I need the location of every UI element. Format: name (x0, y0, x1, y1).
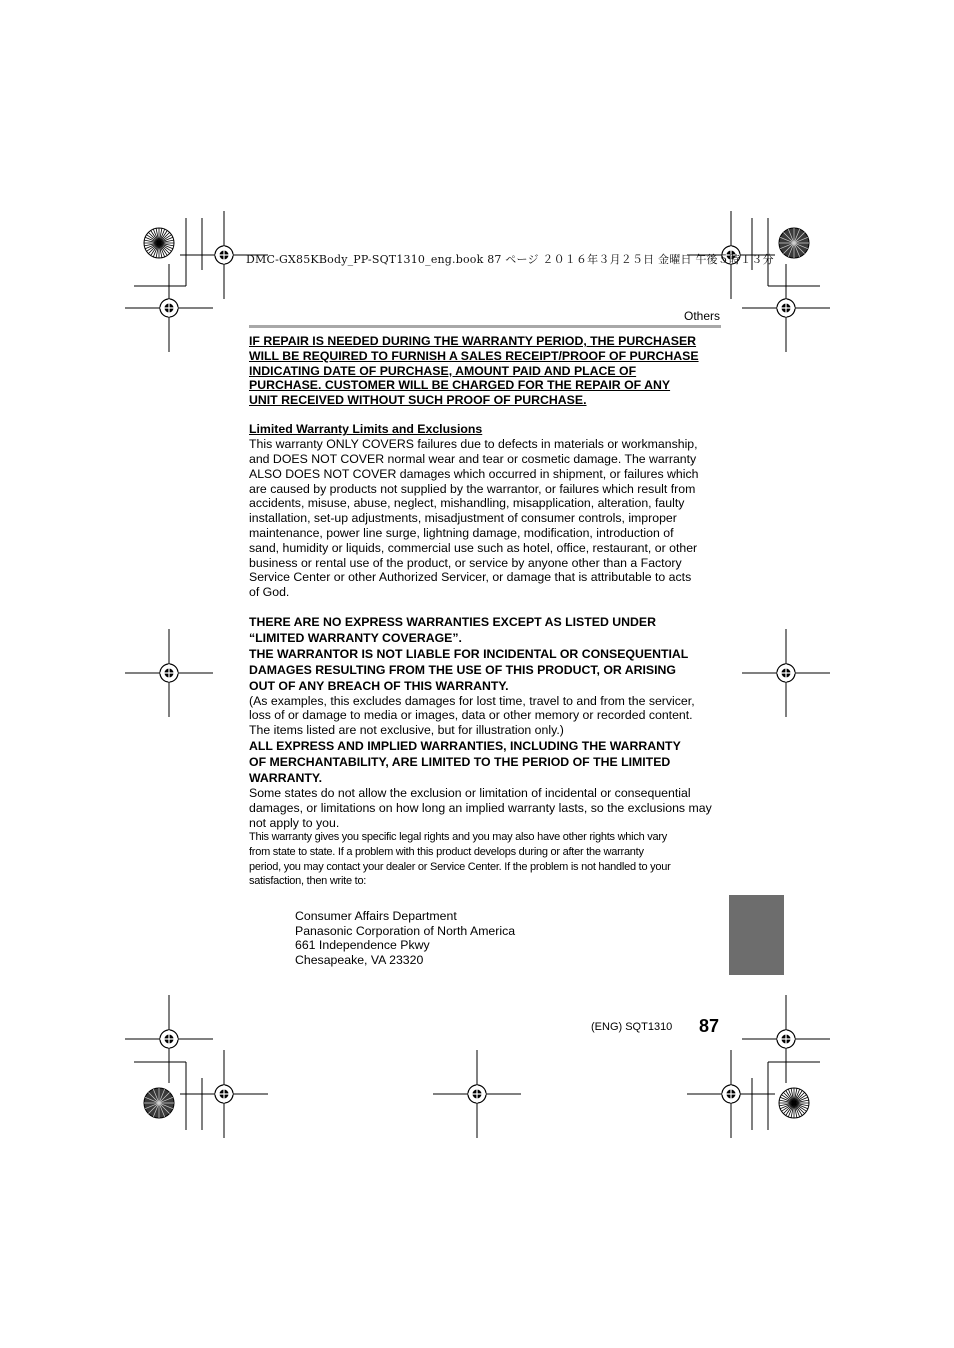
examples-paragraph (249, 694, 721, 738)
warning-line: WILL BE REQUIRED TO FURNISH A SALES RECEIPT/PROOF OF PURCHASE (249, 348, 699, 363)
rights-line: This warranty gives you specific legal rights and you may also have other rights which vary (249, 831, 668, 844)
states-line: not apply to you. (249, 815, 340, 830)
warning-line: IF REPAIR IS NEEDED DURING THE WARRANTY PERIOD, THE PURCHASER (249, 334, 697, 348)
address-line: Chesapeake, VA 23320 (295, 953, 424, 968)
section-tab (729, 895, 784, 975)
implied-line: WARRANTY. (249, 770, 323, 785)
warrantor-paragraph (249, 646, 721, 694)
mailing-address (295, 909, 721, 968)
section-label: Others (683, 309, 720, 323)
footer-code: (ENG) SQT1310 (591, 1021, 673, 1033)
limits-line: sand, humidity or liquids, commercial use such as hotel, office, restaurant, or other (249, 540, 698, 555)
address-line: 661 Independence Pkwy (295, 938, 430, 953)
warning-line: PURCHASE. CUSTOMER WILL BE CHARGED FOR THE REPAIR OF ANY (249, 378, 671, 393)
rights-line: satisfaction, then write to: (249, 875, 367, 888)
states-paragraph (249, 786, 721, 830)
address-line: Consumer Affairs Department (295, 908, 457, 923)
limits-line: are caused by products not supplied by the warrantor, or failures which result from (249, 481, 696, 496)
rights-line: period, you may contact your dealer or Service Center. If the problem is not handled to your (249, 860, 671, 873)
limits-line: Service Center or other Authorized Servicer, or damage that is attributable to acts (249, 570, 692, 585)
warrantor-line: OUT OF ANY BREACH OF THIS WARRANTY. (249, 678, 509, 693)
limits-line: accidents, misuse, abuse, neglect, mishandling, misapplication, alteration, faulty (249, 496, 685, 511)
limits-heading: Limited Warranty Limits and Exclusions (249, 422, 483, 437)
examples-line: The items listed are not exclusive, but for illustration only.) (249, 723, 564, 738)
page-content (249, 334, 721, 968)
implied-line: OF MERCHANTABILITY, ARE LIMITED TO THE PERIOD OF THE LIMITED (249, 754, 671, 769)
legal-rights-paragraph (249, 830, 721, 888)
limits-line: maintenance, power line surge, lightning damage, modification, introduction of (249, 526, 674, 541)
limits-line: ALSO DOES NOT COVER damages which occurred in shipment, or failures which (249, 466, 699, 481)
express-warranty-paragraph (249, 614, 721, 646)
states-line: damages, or limitations on how long an implied warranty lasts, so the exclusions may (249, 800, 712, 815)
implied-line: ALL EXPRESS AND IMPLIED WARRANTIES, INCLUDING THE WARRANTY (249, 738, 681, 753)
limits-paragraph (249, 437, 721, 600)
express-line: THERE ARE NO EXPRESS WARRANTIES EXCEPT AS LISTED UNDER (249, 614, 656, 629)
limits-line: installation, set-up adjustments, misadjustment of consumer controls, improper (249, 511, 677, 526)
warning-paragraph (249, 334, 721, 408)
implied-warranty-paragraph (249, 738, 721, 786)
limits-line: This warranty ONLY COVERS failures due to defects in materials or workmanship, (249, 437, 698, 452)
warrantor-line: THE WARRANTOR IS NOT LIABLE FOR INCIDENTAL OR CONSEQUENTIAL (249, 646, 689, 661)
limits-line: of God. (249, 585, 290, 600)
limits-line: business or rental use of the product, or service by anyone other than a Factory (249, 555, 682, 570)
print-header: DMC-GX85KBody_PP-SQT1310_eng.book 87 ページ ２０１６年３月２５日 金曜日 午後５時１３分 (246, 253, 774, 266)
examples-line: loss of or damage to media or images, data or other memory or recorded content. (249, 708, 693, 723)
header-rule (249, 325, 721, 328)
page-number: 87 (699, 1016, 720, 1036)
states-line: Some states do not allow the exclusion or limitation of incidental or consequential (249, 785, 691, 800)
express-line: “LIMITED WARRANTY COVERAGE”. (249, 630, 462, 645)
limits-line: and DOES NOT COVER normal wear and tear or cosmetic damage. The warranty (249, 452, 697, 467)
rights-line: from state to state. If a problem with this product develops during or after the warranty (249, 845, 644, 858)
examples-line: (As examples, this excludes damages for lost time, travel to and from the servicer, (249, 693, 695, 708)
warning-line: INDICATING DATE OF PURCHASE, AMOUNT PAID AND PLACE OF (249, 363, 637, 378)
address-line: Panasonic Corporation of North America (295, 923, 516, 938)
warning-line: UNIT RECEIVED WITHOUT SUCH PROOF OF PURCHASE. (249, 393, 587, 408)
warrantor-line: DAMAGES RESULTING FROM THE USE OF THIS PRODUCT, OR ARISING (249, 662, 676, 677)
